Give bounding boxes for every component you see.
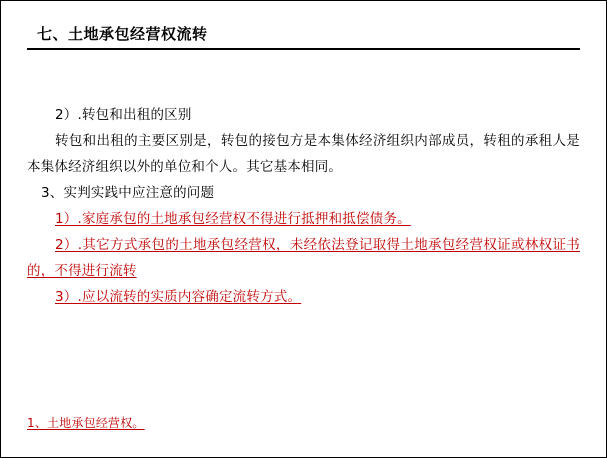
paragraph-subsection-2-title: 2）.转包和出租的区别 [55, 107, 192, 123]
document-body [27, 76, 580, 310]
paragraph-subsection-3-title: 3、实判实践中应注意的问题 [41, 185, 215, 201]
heading-divider [27, 48, 580, 50]
paragraph-item-3-1: 1）.家庭承包的土地承包经营权不得进行抵押和抵偿债务。 [55, 211, 411, 227]
paragraph-item-3-2: 2）.其它方式承包的土地承包经营权，未经依法登记取得土地承包经营权证或林权证书的，不得进行流转 [27, 237, 580, 279]
paragraph-subsection-2-body: 转包和出租的主要区别是，转包的接包方是本集体经济组织内部成员，转租的承租人是本集体经济组织以外的单位和个人。其它基本相同。 [27, 133, 580, 175]
blank-line [27, 76, 580, 102]
footer-note: 1、土地承包经营权。 [27, 416, 145, 430]
document-content [1, 1, 606, 457]
section-heading: 七、土地承包经营权流转 [37, 25, 208, 43]
paragraph-item-3-3: 3）.应以流转的实质内容确定流转方式。 [55, 289, 302, 305]
